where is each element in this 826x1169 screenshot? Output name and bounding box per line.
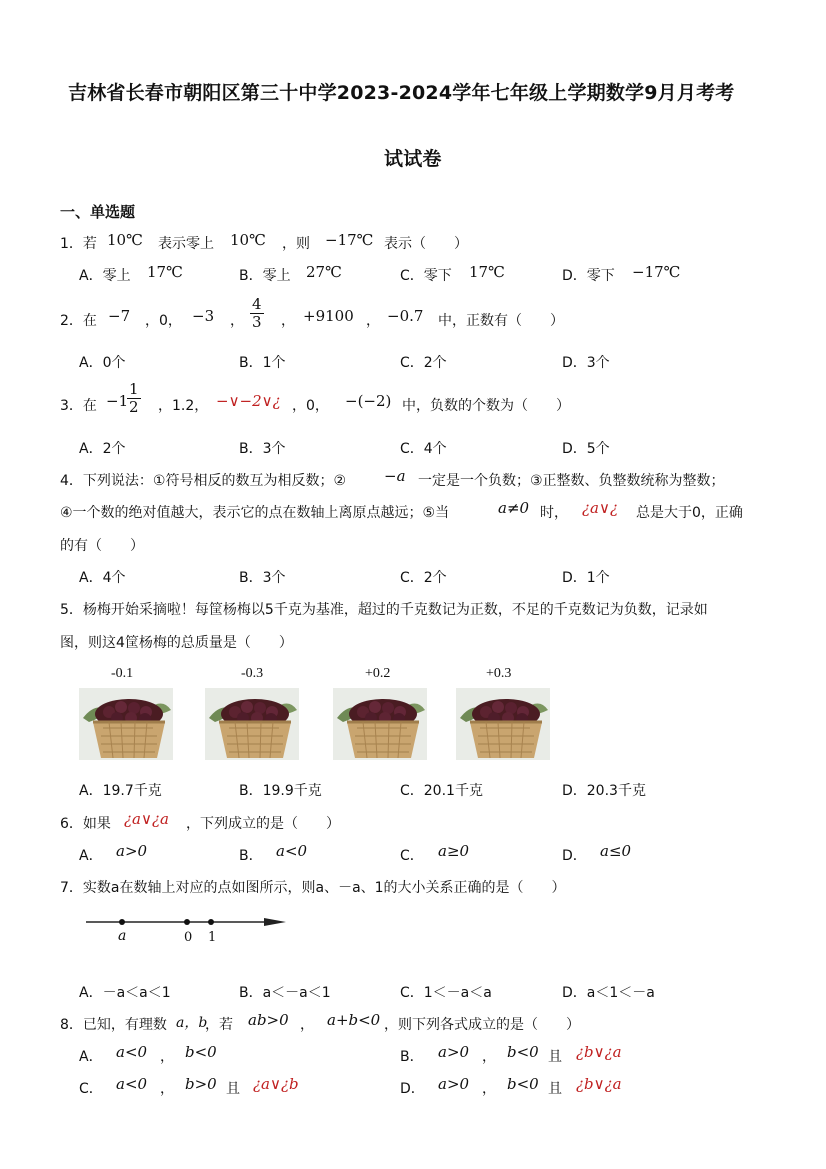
q3-suffix: 中，负数的个数为（ ） — [402, 398, 570, 414]
number-line-label-zero: 0 — [184, 930, 193, 945]
bayberry-basket-image-2 — [205, 688, 299, 760]
q4-neg-a: −a — [384, 467, 406, 485]
q8-option-d-comma: ， — [482, 1081, 496, 1097]
q2-sep-1: ，0， — [145, 313, 182, 329]
q4-line2-a: ④一个数的绝对值越大，表示它的点在数轴上离原点越远；⑤当 — [60, 505, 450, 521]
q2-comma-4: ， — [366, 313, 380, 329]
bayberry-basket-image-4 — [456, 688, 550, 760]
q2-value-4: +9100 — [303, 307, 354, 325]
q7-option-d[interactable]: D．a＜1＜－a — [562, 985, 655, 1001]
q5-option-b[interactable]: B．19.9千克 — [239, 783, 322, 799]
number-line-label-a: a — [118, 928, 127, 944]
q5-option-a[interactable]: A．19.7千克 — [79, 783, 162, 799]
q6-option-b-label[interactable]: B． — [239, 848, 263, 864]
q8-option-c-p2: b>0 — [185, 1075, 217, 1093]
q6-option-c-value: a≥0 — [438, 842, 470, 860]
q8-option-b-p1: a>0 — [438, 1043, 470, 1061]
q8-option-d-and: 且 — [548, 1081, 562, 1097]
q6-option-d-value: a≤0 — [600, 842, 632, 860]
q8-prefix: 8．已知，有理数 — [60, 1017, 167, 1033]
exam-title-line2: 试试卷 — [384, 148, 442, 170]
basket-1-label: -0.1 — [111, 666, 134, 681]
q2-prefix: 2．在 — [60, 313, 97, 329]
q1-option-d-value: −17℃ — [632, 263, 681, 281]
q6-option-d-label[interactable]: D． — [562, 848, 587, 864]
q3-option-c[interactable]: C．4个 — [400, 441, 447, 457]
q3-sep-1: ，1.2， — [158, 398, 209, 414]
q8-option-c-and: 且 — [226, 1081, 240, 1097]
q8-option-c-p1: a<0 — [116, 1075, 148, 1093]
basket-4-label: +0.3 — [486, 666, 512, 681]
q2-option-c[interactable]: C．2个 — [400, 355, 447, 371]
q2-value-5: −0.7 — [387, 307, 424, 325]
q1-option-c-value: 17℃ — [469, 263, 505, 281]
q2-suffix: 中，正数有（ ） — [438, 313, 564, 329]
q1-value-c: −17℃ — [325, 231, 374, 249]
q7-option-c[interactable]: C．1＜－a＜a — [400, 985, 492, 1001]
q7-text: 7．实数a在数轴上对应的点如图所示，则a、－a、1的大小关系正确的是（ ） — [60, 880, 566, 896]
q8-option-a-label[interactable]: A． — [79, 1049, 103, 1065]
q3-value-3: −(−2) — [345, 392, 392, 410]
q8-option-a-p1: a<0 — [116, 1043, 148, 1061]
q2-fraction-denominator: 3 — [252, 313, 262, 331]
number-line-label-one: 1 — [208, 930, 217, 945]
q1-option-a-value: 17℃ — [147, 263, 183, 281]
q1-text-1: 表示零上 — [158, 236, 214, 252]
q5-option-c[interactable]: C．20.1千克 — [400, 783, 483, 799]
point-one — [208, 919, 214, 925]
q8-option-d-label[interactable]: D． — [400, 1081, 425, 1097]
q1-prefix: 1．若 — [60, 236, 97, 252]
q1-option-b-value: 27℃ — [306, 263, 342, 281]
q3-option-b[interactable]: B．3个 — [239, 441, 286, 457]
q1-value-b: 10℃ — [230, 231, 266, 249]
q8-option-b-label[interactable]: B． — [400, 1049, 424, 1065]
q6-option-a-label[interactable]: A． — [79, 848, 103, 864]
q3-abs-expression: −∨−2∨¿ — [216, 392, 281, 410]
q2-fraction — [250, 296, 264, 331]
q8-mid: ，若 — [205, 1017, 233, 1033]
q6-expression: ¿a∨¿a — [124, 810, 169, 828]
q8-comma: ， — [300, 1017, 314, 1033]
q8-option-b-and: 且 — [548, 1049, 562, 1065]
q3-fraction-numerator: 1 — [129, 380, 139, 398]
q2-comma-3: ， — [281, 313, 295, 329]
q3-prefix: 3．在 — [60, 398, 97, 414]
q8-variables: a，b — [176, 1015, 208, 1031]
q3-option-d[interactable]: D．5个 — [562, 441, 610, 457]
q4-line1-b: 一定是一个负数；③正整数、负整数统称为整数； — [418, 473, 725, 489]
q8-suffix: ，则下列各式成立的是（ ） — [384, 1017, 580, 1033]
q2-option-d[interactable]: D．3个 — [562, 355, 610, 371]
q5-option-d[interactable]: D．20.3千克 — [562, 783, 646, 799]
q5-line1: 5．杨梅开始采摘啦！每筐杨梅以5千克为基准，超过的千克数记为正数，不足的千克数记为负数，记录如 — [60, 602, 708, 618]
exam-title-line1: 吉林省长春市朝阳区第三十中学2023-2024学年七年级上学期数学9月月考考 — [68, 82, 735, 104]
q2-option-a[interactable]: A．0个 — [79, 355, 126, 371]
q4-line2-c: 总是大于0，正确 — [636, 505, 743, 521]
bayberry-basket-image-1 — [79, 688, 173, 760]
q8-option-b-comma: ， — [482, 1049, 496, 1065]
q4-abs-expression: ¿a∨¿ — [582, 499, 619, 517]
bayberry-basket-image-3 — [333, 688, 427, 760]
q3-sep-2: ，0， — [292, 398, 329, 414]
q8-option-b-p3: ¿b∨¿a — [576, 1043, 622, 1061]
section-heading: 一、单选题 — [60, 203, 136, 221]
q8-option-b-p2: b<0 — [507, 1043, 539, 1061]
q3-mixed-whole: −1 — [106, 392, 129, 410]
q4-line1-a: 4．下列说法：①符号相反的数互为相反数；② — [60, 473, 347, 489]
q4-line3: 的有（ ） — [60, 538, 144, 554]
q6-option-a-value: a>0 — [116, 842, 148, 860]
q8-option-d-p2: b<0 — [507, 1075, 539, 1093]
q2-value-2: −3 — [192, 307, 215, 325]
q8-condition-1: ab>0 — [248, 1011, 289, 1029]
q8-condition-2: a+b<0 — [327, 1011, 381, 1029]
point-zero — [184, 919, 190, 925]
q8-option-d-p3: ¿b∨¿a — [576, 1075, 622, 1093]
q6-option-b-value: a<0 — [276, 842, 308, 860]
q6-prefix: 6．如果 — [60, 816, 111, 832]
q1-text-2: ，则 — [282, 236, 310, 252]
q6-suffix: ，下列成立的是（ ） — [186, 816, 340, 832]
q2-value-1: −7 — [108, 307, 131, 325]
q5-line2: 图，则这4筐杨梅的总质量是（ ） — [60, 635, 293, 651]
q8-option-a-p2: b<0 — [185, 1043, 217, 1061]
q3-fraction-denominator: 2 — [129, 398, 139, 416]
q4-condition: a≠0 — [498, 499, 530, 517]
point-a — [119, 919, 125, 925]
q8-option-a-comma: ， — [160, 1049, 174, 1065]
q8-option-c-label[interactable]: C． — [79, 1081, 103, 1097]
q1-value-a: 10℃ — [107, 231, 143, 249]
q1-option-c-label[interactable]: C．零下 — [400, 268, 452, 284]
q2-comma-2: ， — [230, 313, 244, 329]
q7-option-a[interactable]: A．－a＜a＜1 — [79, 985, 171, 1001]
q7-option-b[interactable]: B．a＜－a＜1 — [239, 985, 331, 1001]
q8-option-c-p3: ¿a∨¿b — [253, 1075, 299, 1093]
basket-3-label: +0.2 — [365, 666, 391, 681]
q3-mixed-fraction — [127, 381, 141, 416]
q2-option-b[interactable]: B．1个 — [239, 355, 286, 371]
q2-fraction-numerator: 4 — [252, 295, 262, 313]
q8-option-d-p1: a>0 — [438, 1075, 470, 1093]
q3-option-a[interactable]: A．2个 — [79, 441, 126, 457]
q1-option-b-label[interactable]: B．零上 — [239, 268, 291, 284]
number-line-arrow — [264, 918, 286, 926]
q4-option-d[interactable]: D．1个 — [562, 570, 610, 586]
q4-option-c[interactable]: C．2个 — [400, 570, 447, 586]
q4-line2-b: 时， — [540, 505, 568, 521]
q1-option-a-label[interactable]: A．零上 — [79, 268, 131, 284]
q4-option-a[interactable]: A．4个 — [79, 570, 126, 586]
q1-option-d-label[interactable]: D．零下 — [562, 268, 615, 284]
q1-suffix: 表示（ ） — [384, 236, 468, 252]
q4-option-b[interactable]: B．3个 — [239, 570, 286, 586]
q8-option-c-comma: ， — [160, 1081, 174, 1097]
q6-option-c-label[interactable]: C． — [400, 848, 424, 864]
basket-2-label: -0.3 — [241, 666, 264, 681]
